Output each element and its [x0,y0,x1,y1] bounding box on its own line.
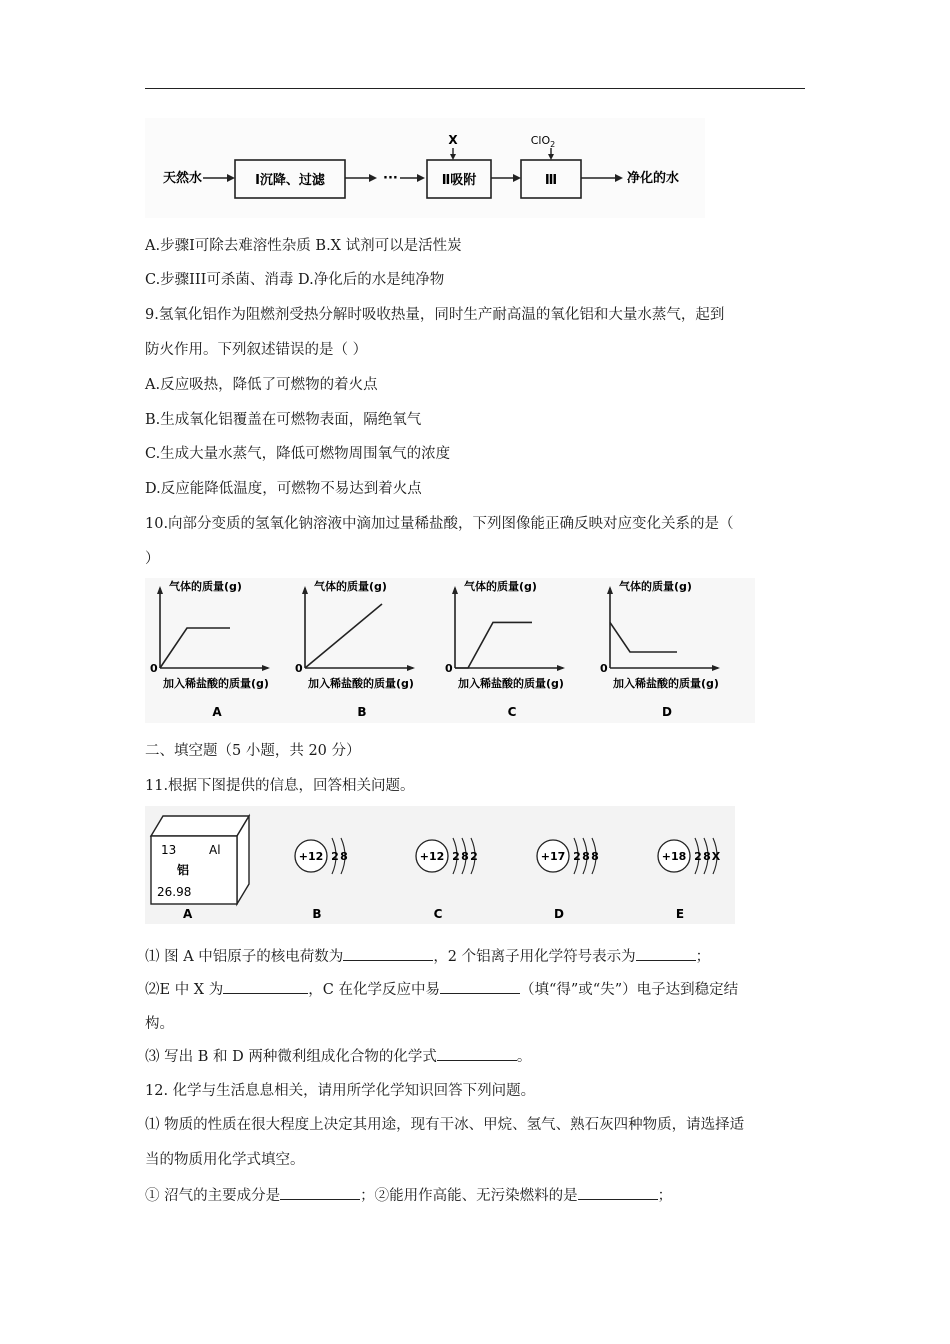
atom-label: B [312,907,322,921]
y-axis-label: 气体的质量(g) [464,580,537,593]
shell-electrons: 2 [694,850,702,863]
q8-options-cd: C.步骤III可杀菌、消毒 D.净化后的水是纯净物 [145,272,445,288]
shell-electrons: 2 [331,850,339,863]
q12-p2-text-c: ； [657,1188,673,1204]
blank-clean-fuel[interactable] [578,1185,658,1200]
nucleus-charge: +12 [298,850,324,863]
element-number: 13 [161,843,177,857]
q9-option-a: A.反应吸热，降低了可燃物的着火点 [145,377,378,393]
shell-electrons: 2 [470,850,478,863]
graph-label: A [212,705,222,719]
flow-reagent-x: X [448,133,458,147]
blank-al-ion[interactable] [636,946,696,961]
graph-label: B [357,705,367,719]
x-axis-label: 加入稀盐酸的质量(g) [458,677,564,690]
shell-electrons: 2 [452,850,460,863]
fig-a-label: A [183,907,193,921]
q9-option-d: D.反应能降低温度，可燃物不易达到着火点 [145,481,422,497]
q11-part-2-end: 构。 [145,1016,174,1032]
flow-reagent-clo2-sub: 2 [550,140,556,149]
graph-label: C [507,705,517,719]
q12-p2-text-b: ；②能用作高能、无污染燃料的是 [360,1188,578,1204]
blank-x-value[interactable] [223,979,308,994]
element-mass: 26.98 [157,885,192,899]
q12-part-2 [145,1185,672,1206]
q11-part-3 [145,1046,531,1067]
y-axis-label: 气体的质量(g) [619,580,692,593]
shell-electrons: X [711,850,721,863]
q12-part-1: ⑴ 物质的性质在很大程度上决定其用途，现有干冰、甲烷、氢气、熟石灰四种物质，请选择适 [145,1117,745,1133]
flow-step3: Ⅲ [544,173,558,188]
q9-stem-1: 9.氢氧化铝作为阻燃剂受热分解时吸收热量，同时生产耐高温的氧化铝和大量水蒸气，起到 [145,307,725,323]
origin-label: 0 [150,662,158,675]
origin-label: 0 [445,662,453,675]
q11-p1-text-b: ，2 个铝离子用化学符号表示为 [433,949,636,965]
q11-figure [145,806,735,924]
origin-label: 0 [600,662,608,675]
section-2-title: 二、填空题（5 小题，共 20 分） [145,743,361,759]
q11-p2-text-c: （填“得”或“失”）电子达到稳定结 [519,982,739,998]
atom-label: D [554,907,564,921]
q11-stem: 11.根据下图提供的信息，回答相关问题。 [145,778,415,794]
blank-core-charge[interactable] [343,946,433,961]
q11-p2-text-b: ，C 在化学反应中易 [308,982,440,998]
shell-electrons: 2 [573,850,581,863]
element-cube-al [151,816,249,904]
q11-p2-text-a: ⑵E 中 X 为 [145,982,224,998]
q11-p3-text-b: 。 [516,1049,532,1065]
origin-label: 0 [295,662,303,675]
blank-biogas-component[interactable] [280,1185,360,1200]
q9-stem-2: 防火作用。下列叙述错误的是（ ） [145,342,368,358]
header-rule [145,88,805,89]
q8-options-ab: A.步骤I可除去难溶性杂质 B.X 试剂可以是活性炭 [145,238,462,254]
blank-gain-lose[interactable] [440,979,520,994]
q11-part-1 [145,946,710,967]
atom-label: E [675,907,685,921]
q12-p2-text-a: ① 沼气的主要成分是 [145,1188,281,1204]
shell-electrons: 8 [591,850,599,863]
water-purification-flow-diagram [145,118,705,218]
shell-electrons: 8 [340,850,348,863]
flow-reagent-clo2: ClO [530,134,551,147]
flow-input: 天然水 [163,171,203,186]
shell-electrons: 8 [703,850,711,863]
element-symbol: Al [209,843,221,857]
nucleus-charge: +18 [661,850,687,863]
nucleus-charge: +12 [419,850,445,863]
graph-label: D [662,705,672,719]
flow-step2: Ⅱ吸附 [441,173,477,188]
x-axis-label: 加入稀盐酸的质量(g) [163,677,269,690]
flow-dots: ··· [383,171,398,186]
atom-label: C [433,907,443,921]
y-axis-label: 气体的质量(g) [169,580,242,593]
q12-part-1-cont: 当的物质用化学式填空。 [145,1152,305,1168]
x-axis-label: 加入稀盐酸的质量(g) [613,677,719,690]
x-axis-label: 加入稀盐酸的质量(g) [308,677,414,690]
q11-part-2 [145,979,738,1000]
q9-option-b: B.生成氧化铝覆盖在可燃物表面，隔绝氧气 [145,412,422,428]
q12-stem: 12. 化学与生活息息相关，请用所学化学知识回答下列问题。 [145,1083,536,1099]
q9-option-c: C.生成大量水蒸气，降低可燃物周围氧气的浓度 [145,446,451,462]
q10-graphs [145,578,755,723]
element-name: 铝 [177,863,190,877]
shell-electrons: 8 [461,850,469,863]
q11-p1-text-a: ⑴ 图 A 中铝原子的核电荷数为 [145,949,344,965]
shell-electrons: 8 [582,850,590,863]
q11-p3-text-a: ⑶ 写出 B 和 D 两种微利组成化合物的化学式 [145,1049,437,1065]
q10-stem-2: ） [145,551,160,567]
blank-compound-formula[interactable] [437,1046,517,1061]
flow-step1: Ⅰ沉降、过滤 [255,173,325,188]
q11-p1-text-c: ； [695,949,711,965]
flow-output: 净化的水 [627,171,680,186]
y-axis-label: 气体的质量(g) [314,580,387,593]
q10-stem-1: 10.向部分变质的氢氧化钠溶液中滴加过量稀盐酸，下列图像能正确反映对应变化关系的是（ [145,516,734,532]
nucleus-charge: +17 [540,850,566,863]
